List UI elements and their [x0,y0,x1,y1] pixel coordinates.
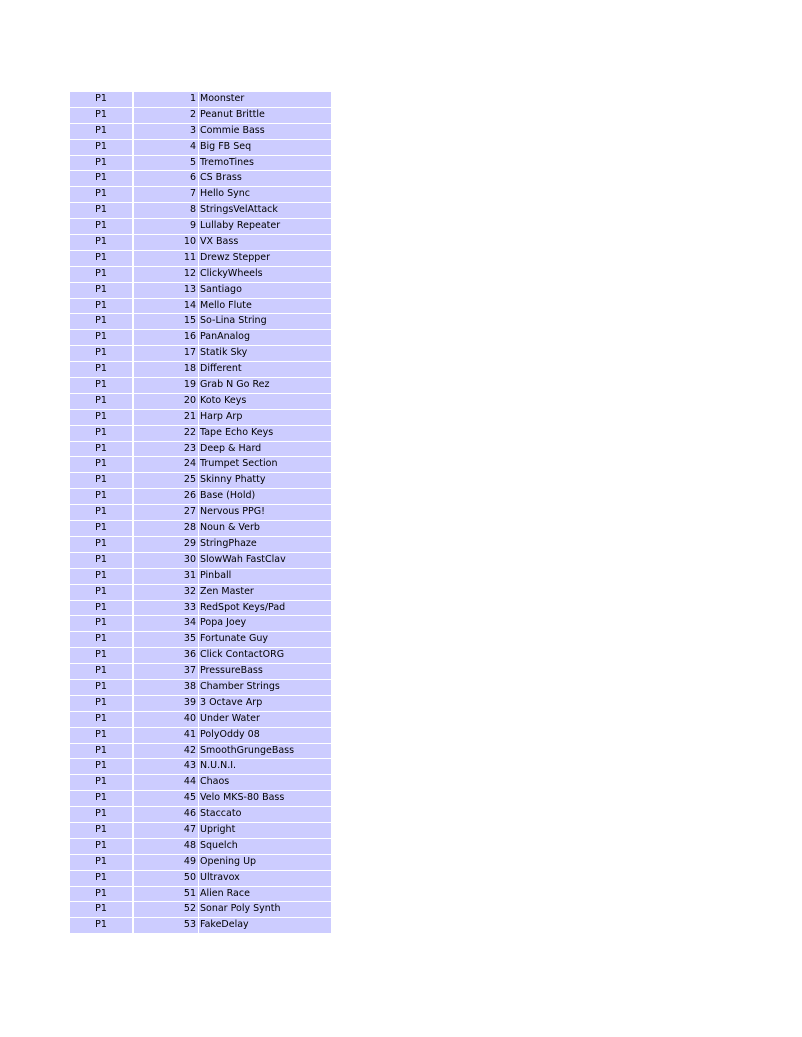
table-row [70,553,333,569]
patch-name-cell: Skinny Phatty [199,473,331,488]
table-row [70,108,333,124]
table-row [70,299,333,315]
patch-number-cell: 16 [134,330,199,345]
table-row [70,537,333,553]
patch-number-cell: 23 [134,442,199,457]
table-row [70,187,333,203]
patch-name-cell: Drewz Stepper [199,251,331,266]
patch-name-cell: Pinball [199,569,331,584]
patch-name-cell: Noun & Verb [199,521,331,536]
patch-name-cell: N.U.N.I. [199,759,331,774]
bank-cell: P1 [70,299,134,314]
bank-cell: P1 [70,696,134,711]
patch-number-cell: 18 [134,362,199,377]
table-row [70,632,333,648]
bank-cell: P1 [70,807,134,822]
table-row [70,203,333,219]
bank-cell: P1 [70,823,134,838]
table-row [70,601,333,617]
patch-name-cell: Opening Up [199,855,331,870]
bank-cell: P1 [70,92,134,107]
table-row [70,140,333,156]
patch-number-cell: 51 [134,887,199,902]
patch-name-cell: Commie Bass [199,124,331,139]
table-row [70,728,333,744]
patch-name-cell: Zen Master [199,585,331,600]
table-row [70,124,333,140]
bank-cell: P1 [70,775,134,790]
table-row [70,855,333,871]
patch-name-cell: Alien Race [199,887,331,902]
patch-name-cell: Moonster [199,92,331,107]
bank-cell: P1 [70,601,134,616]
patch-number-cell: 21 [134,410,199,425]
patch-number-cell: 29 [134,537,199,552]
patch-number-cell: 39 [134,696,199,711]
table-row [70,823,333,839]
patch-name-cell: StringsVelAttack [199,203,331,218]
bank-cell: P1 [70,839,134,854]
patch-name-cell: StringPhaze [199,537,331,552]
patch-number-cell: 20 [134,394,199,409]
patch-list-table [70,92,333,934]
table-row [70,394,333,410]
patch-number-cell: 44 [134,775,199,790]
table-row [70,648,333,664]
patch-number-cell: 17 [134,346,199,361]
patch-number-cell: 31 [134,569,199,584]
table-row [70,616,333,632]
patch-name-cell: SlowWah FastClav [199,553,331,568]
bank-cell: P1 [70,410,134,425]
table-row [70,156,333,172]
bank-cell: P1 [70,378,134,393]
table-row [70,791,333,807]
patch-name-cell: Tape Echo Keys [199,426,331,441]
patch-name-cell: Different [199,362,331,377]
patch-name-cell: Chaos [199,775,331,790]
patch-number-cell: 9 [134,219,199,234]
bank-cell: P1 [70,712,134,727]
table-row [70,807,333,823]
table-row [70,521,333,537]
patch-number-cell: 34 [134,616,199,631]
patch-number-cell: 53 [134,918,199,933]
patch-number-cell: 4 [134,140,199,155]
table-row [70,171,333,187]
patch-name-cell: Upright [199,823,331,838]
table-row [70,442,333,458]
patch-name-cell: PressureBass [199,664,331,679]
table-row [70,473,333,489]
patch-name-cell: PanAnalog [199,330,331,345]
table-row [70,871,333,887]
patch-number-cell: 3 [134,124,199,139]
patch-name-cell: FakeDelay [199,918,331,933]
patch-name-cell: Grab N Go Rez [199,378,331,393]
patch-name-cell: Under Water [199,712,331,727]
patch-name-cell: Staccato [199,807,331,822]
patch-number-cell: 22 [134,426,199,441]
bank-cell: P1 [70,585,134,600]
patch-name-cell: Popa Joey [199,616,331,631]
table-row [70,92,333,108]
patch-number-cell: 28 [134,521,199,536]
patch-number-cell: 52 [134,902,199,917]
table-row [70,902,333,918]
patch-number-cell: 36 [134,648,199,663]
bank-cell: P1 [70,473,134,488]
patch-number-cell: 13 [134,283,199,298]
patch-name-cell: Click ContactORG [199,648,331,663]
patch-number-cell: 48 [134,839,199,854]
patch-number-cell: 26 [134,489,199,504]
table-row [70,759,333,775]
patch-name-cell: Deep & Hard [199,442,331,457]
bank-cell: P1 [70,489,134,504]
bank-cell: P1 [70,871,134,886]
table-row [70,696,333,712]
patch-name-cell: ClickyWheels [199,267,331,282]
bank-cell: P1 [70,362,134,377]
bank-cell: P1 [70,140,134,155]
table-row [70,251,333,267]
patch-number-cell: 43 [134,759,199,774]
table-row [70,918,333,934]
patch-name-cell: Base (Hold) [199,489,331,504]
bank-cell: P1 [70,283,134,298]
patch-name-cell: Big FB Seq [199,140,331,155]
bank-cell: P1 [70,664,134,679]
table-row [70,664,333,680]
table-row [70,362,333,378]
bank-cell: P1 [70,251,134,266]
table-row [70,712,333,728]
patch-name-cell: Squelch [199,839,331,854]
bank-cell: P1 [70,902,134,917]
table-row [70,489,333,505]
table-row [70,457,333,473]
bank-cell: P1 [70,569,134,584]
bank-cell: P1 [70,124,134,139]
bank-cell: P1 [70,457,134,472]
patch-number-cell: 33 [134,601,199,616]
table-row [70,267,333,283]
table-row [70,330,333,346]
table-row [70,585,333,601]
bank-cell: P1 [70,521,134,536]
patch-number-cell: 1 [134,92,199,107]
table-row [70,314,333,330]
patch-number-cell: 27 [134,505,199,520]
bank-cell: P1 [70,330,134,345]
patch-number-cell: 45 [134,791,199,806]
bank-cell: P1 [70,648,134,663]
patch-name-cell: Trumpet Section [199,457,331,472]
patch-name-cell: Harp Arp [199,410,331,425]
table-row [70,744,333,760]
bank-cell: P1 [70,394,134,409]
patch-number-cell: 19 [134,378,199,393]
patch-name-cell: PolyOddy 08 [199,728,331,743]
bank-cell: P1 [70,759,134,774]
bank-cell: P1 [70,314,134,329]
table-row [70,378,333,394]
bank-cell: P1 [70,632,134,647]
table-row [70,775,333,791]
patch-name-cell: Velo MKS-80 Bass [199,791,331,806]
patch-name-cell: 3 Octave Arp [199,696,331,711]
patch-name-cell: Fortunate Guy [199,632,331,647]
patch-number-cell: 32 [134,585,199,600]
table-row [70,839,333,855]
patch-name-cell: Chamber Strings [199,680,331,695]
patch-name-cell: Santiago [199,283,331,298]
patch-name-cell: Nervous PPG! [199,505,331,520]
bank-cell: P1 [70,744,134,759]
table-row [70,426,333,442]
patch-name-cell: VX Bass [199,235,331,250]
bank-cell: P1 [70,680,134,695]
patch-number-cell: 7 [134,187,199,202]
patch-number-cell: 10 [134,235,199,250]
patch-name-cell: Koto Keys [199,394,331,409]
table-row [70,505,333,521]
table-row [70,346,333,362]
bank-cell: P1 [70,728,134,743]
bank-cell: P1 [70,553,134,568]
patch-number-cell: 2 [134,108,199,123]
patch-number-cell: 46 [134,807,199,822]
bank-cell: P1 [70,442,134,457]
bank-cell: P1 [70,171,134,186]
patch-name-cell: Ultravox [199,871,331,886]
bank-cell: P1 [70,887,134,902]
patch-number-cell: 6 [134,171,199,186]
bank-cell: P1 [70,537,134,552]
patch-name-cell: Statik Sky [199,346,331,361]
patch-name-cell: So-Lina String [199,314,331,329]
patch-number-cell: 25 [134,473,199,488]
patch-number-cell: 41 [134,728,199,743]
patch-number-cell: 50 [134,871,199,886]
bank-cell: P1 [70,187,134,202]
patch-number-cell: 24 [134,457,199,472]
bank-cell: P1 [70,855,134,870]
patch-number-cell: 15 [134,314,199,329]
patch-name-cell: SmoothGrungeBass [199,744,331,759]
patch-number-cell: 8 [134,203,199,218]
patch-name-cell: Lullaby Repeater [199,219,331,234]
table-row [70,235,333,251]
bank-cell: P1 [70,505,134,520]
patch-number-cell: 5 [134,156,199,171]
patch-number-cell: 47 [134,823,199,838]
patch-name-cell: Sonar Poly Synth [199,902,331,917]
bank-cell: P1 [70,108,134,123]
patch-number-cell: 35 [134,632,199,647]
patch-name-cell: CS Brass [199,171,331,186]
bank-cell: P1 [70,616,134,631]
bank-cell: P1 [70,235,134,250]
patch-name-cell: Peanut Brittle [199,108,331,123]
bank-cell: P1 [70,346,134,361]
patch-name-cell: RedSpot Keys/Pad [199,601,331,616]
patch-name-cell: Mello Flute [199,299,331,314]
patch-number-cell: 38 [134,680,199,695]
bank-cell: P1 [70,156,134,171]
table-row [70,410,333,426]
bank-cell: P1 [70,267,134,282]
table-row [70,569,333,585]
patch-number-cell: 42 [134,744,199,759]
patch-number-cell: 14 [134,299,199,314]
bank-cell: P1 [70,426,134,441]
patch-number-cell: 37 [134,664,199,679]
bank-cell: P1 [70,791,134,806]
patch-number-cell: 12 [134,267,199,282]
table-row [70,887,333,903]
patch-name-cell: Hello Sync [199,187,331,202]
bank-cell: P1 [70,203,134,218]
bank-cell: P1 [70,918,134,933]
patch-number-cell: 49 [134,855,199,870]
table-row [70,219,333,235]
table-row [70,680,333,696]
patch-number-cell: 40 [134,712,199,727]
table-row [70,283,333,299]
patch-number-cell: 30 [134,553,199,568]
patch-number-cell: 11 [134,251,199,266]
bank-cell: P1 [70,219,134,234]
patch-name-cell: TremoTines [199,156,331,171]
